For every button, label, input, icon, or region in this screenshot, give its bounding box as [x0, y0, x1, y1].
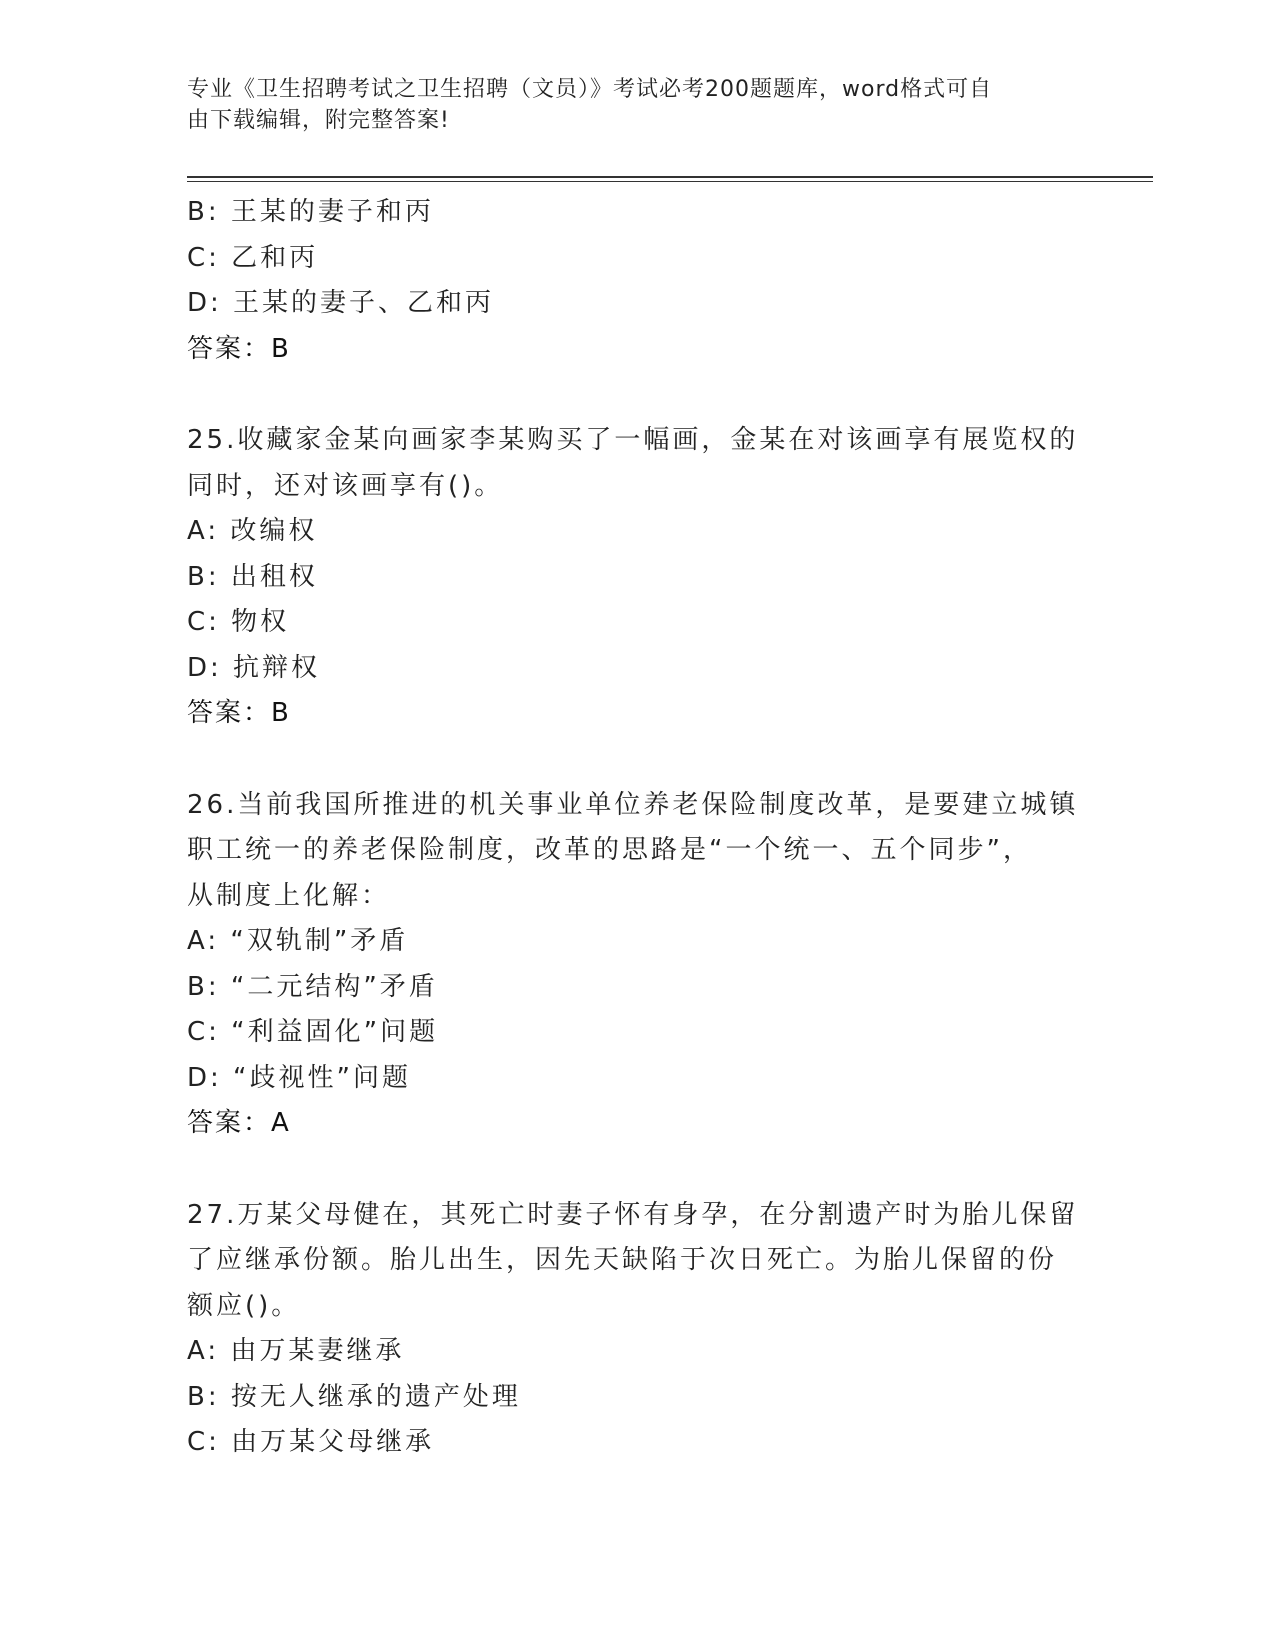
question-spacer [187, 1147, 1087, 1193]
question-block-26 [187, 783, 1087, 1147]
option-c: C: “利益固化”问题 [187, 1017, 439, 1047]
answer-line: 答案：B [187, 698, 291, 728]
question-spacer [187, 737, 1087, 783]
header-line-1: 专业《卫生招聘考试之卫生招聘（文员）》考试必考200题题库，word格式可自 [187, 77, 993, 102]
question-spacer [187, 372, 1087, 418]
option-a: A: 由万某妻继承 [187, 1336, 405, 1366]
answer-line: 答案：A [187, 1108, 291, 1138]
question-block-25 [187, 418, 1087, 737]
question-stem-line: 25.收藏家金某向画家李某购买了一幅画，金某在对该画享有展览权的 [187, 425, 1079, 455]
option-c: C: 由万某父母继承 [187, 1427, 435, 1457]
question-block-27 [187, 1193, 1087, 1466]
question-stem-line: 从制度上化解： [187, 880, 391, 911]
answer-line: 答案：B [187, 333, 291, 364]
option-a: A: 改编权 [187, 516, 318, 546]
question-stem-line: 同时，还对该画享有()。 [187, 470, 504, 501]
question-block-prev [187, 190, 1087, 372]
question-stem-line: 职工统一的养老保险制度，改革的思路是“一个统一、五个同步”， [187, 835, 1032, 865]
header-line-2: 由下载编辑，附完整答案! [187, 108, 450, 133]
question-stem-line: 了应继承份额。胎儿出生，因先天缺陷于次日死亡。为胎儿保留的份 [187, 1245, 1058, 1275]
option-b: B: “二元结构”矛盾 [187, 971, 438, 1002]
option-c: C: 物权 [187, 607, 290, 637]
option-d: D: 抗辩权 [187, 652, 321, 683]
header-rule-thin [187, 181, 1153, 182]
option-a: A: “双轨制”矛盾 [187, 926, 409, 956]
option-b: B: 按无人继承的遗产处理 [187, 1381, 521, 1412]
option-b: B: 王某的妻子和丙 [187, 197, 434, 227]
option-b: B: 出租权 [187, 561, 318, 592]
question-stem-line: 额应()。 [187, 1290, 301, 1321]
question-stem-line: 26.当前我国所推进的机关事业单位养老保险制度改革，是要建立城镇 [187, 789, 1079, 820]
page-header [187, 74, 1067, 136]
question-stem-line: 27.万某父母健在，其死亡时妻子怀有身孕，在分割遗产时为胎儿保留 [187, 1199, 1079, 1230]
option-d: D: 王某的妻子、乙和丙 [187, 288, 495, 318]
header-rule-thick [187, 176, 1153, 178]
question-list [187, 190, 1087, 1466]
option-d: D: “歧视性”问题 [187, 1062, 411, 1093]
option-c: C: 乙和丙 [187, 242, 319, 273]
